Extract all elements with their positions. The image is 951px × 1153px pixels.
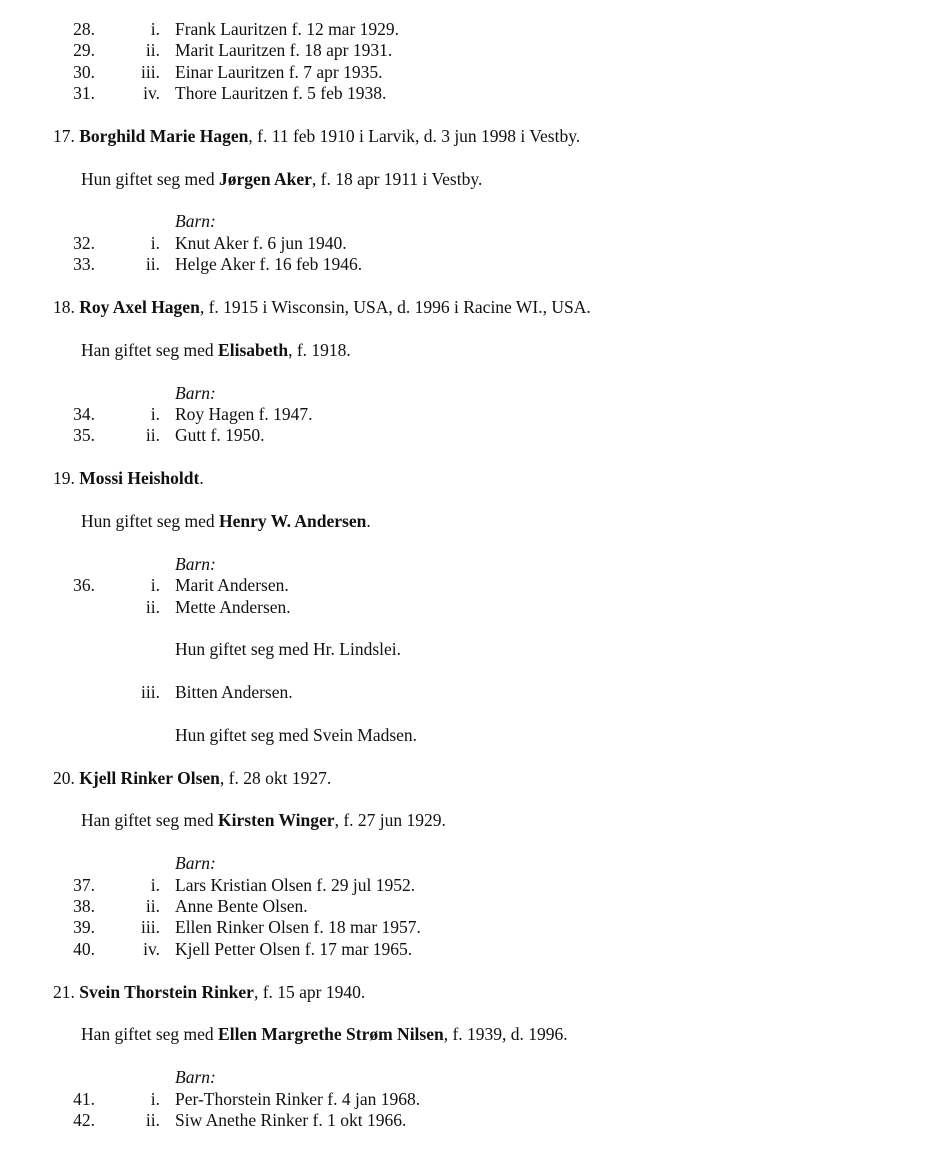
- person-entry-19: [53, 468, 204, 488]
- child-number: 38.: [73, 896, 95, 916]
- child-number: 28.: [73, 19, 95, 39]
- spouse-details: , f. 1939, d. 1996.: [443, 1024, 568, 1044]
- child-number: 36.: [73, 575, 95, 595]
- child-ordinal: iii.: [141, 682, 160, 702]
- child-number: 34.: [73, 404, 95, 424]
- marriage-line: [81, 169, 482, 189]
- child-marriage-note: Hun giftet seg med Svein Madsen.: [175, 725, 418, 745]
- marriage-prefix: Han giftet seg med: [81, 340, 219, 360]
- child-ordinal: ii.: [145, 1110, 160, 1130]
- person-number: 20.: [53, 768, 75, 788]
- child-text: Lars Kristian Olsen f. 29 jul 1952.: [175, 875, 416, 895]
- person-number: 17.: [53, 126, 75, 146]
- marriage-line: [81, 511, 371, 531]
- person-number: 19.: [53, 468, 75, 488]
- children-heading: Barn:: [175, 554, 216, 574]
- person-entry-18: [53, 297, 591, 317]
- child-text: Mette Andersen.: [175, 597, 291, 617]
- marriage-prefix: Han giftet seg med: [81, 810, 219, 830]
- spouse-details: , f. 27 jun 1929.: [334, 810, 446, 830]
- child-ordinal: i.: [150, 404, 160, 424]
- marriage-prefix: Hun giftet seg med: [81, 511, 220, 531]
- person-name: Mossi Heisholdt: [79, 468, 200, 488]
- spouse-name: Elisabeth: [218, 340, 289, 360]
- child-ordinal: iv.: [143, 939, 160, 959]
- child-ordinal: ii.: [145, 896, 160, 916]
- marriage-prefix: Hun giftet seg med: [81, 169, 220, 189]
- children-heading: Barn:: [175, 211, 216, 231]
- person-name: Svein Thorstein Rinker: [79, 982, 254, 1002]
- child-ordinal: iii.: [141, 917, 160, 937]
- person-details: , f. 1915 i Wisconsin, USA, d. 1996 i Racine WI., USA.: [199, 297, 591, 317]
- child-marriage-note: Hun giftet seg med Hr. Lindslei.: [175, 639, 402, 659]
- child-text: Per-Thorstein Rinker f. 4 jan 1968.: [175, 1089, 421, 1109]
- child-number: 32.: [73, 233, 95, 253]
- person-entry-21: [53, 982, 365, 1002]
- person-details: , f. 15 apr 1940.: [253, 982, 366, 1002]
- child-text: Bitten Andersen.: [175, 682, 293, 702]
- child-ordinal: i.: [150, 575, 160, 595]
- child-ordinal: i.: [150, 19, 160, 39]
- spouse-name: Kirsten Winger: [218, 810, 335, 830]
- person-number: 21.: [53, 982, 75, 1002]
- marriage-line: [81, 340, 351, 360]
- child-text: Kjell Petter Olsen f. 17 mar 1965.: [175, 939, 413, 959]
- child-ordinal: i.: [150, 875, 160, 895]
- person-number: 18.: [53, 297, 75, 317]
- child-ordinal: iii.: [141, 62, 160, 82]
- child-text: Einar Lauritzen f. 7 apr 1935.: [175, 62, 383, 82]
- spouse-details: .: [366, 511, 371, 531]
- child-ordinal: ii.: [145, 254, 160, 274]
- spouse-name: Jørgen Aker: [219, 169, 312, 189]
- spouse-details: , f. 18 apr 1911 i Vestby.: [311, 169, 483, 189]
- marriage-line: [81, 810, 446, 830]
- child-number: 39.: [73, 917, 95, 937]
- child-number: 30.: [73, 62, 95, 82]
- person-details: .: [199, 468, 204, 488]
- child-ordinal: ii.: [145, 425, 160, 445]
- person-name: Roy Axel Hagen: [79, 297, 200, 317]
- child-number: 35.: [73, 425, 95, 445]
- child-number: 42.: [73, 1110, 95, 1130]
- child-number: 40.: [73, 939, 95, 959]
- child-ordinal: ii.: [145, 597, 160, 617]
- child-number: 37.: [73, 875, 95, 895]
- person-name: Borghild Marie Hagen: [79, 126, 249, 146]
- child-text: Anne Bente Olsen.: [175, 896, 308, 916]
- child-text: Ellen Rinker Olsen f. 18 mar 1957.: [175, 917, 421, 937]
- children-heading: Barn:: [175, 853, 216, 873]
- children-heading: Barn:: [175, 383, 216, 403]
- child-text: Helge Aker f. 16 feb 1946.: [175, 254, 363, 274]
- child-text: Frank Lauritzen f. 12 mar 1929.: [175, 19, 400, 39]
- child-ordinal: iv.: [143, 83, 160, 103]
- person-name: Kjell Rinker Olsen: [79, 768, 220, 788]
- children-heading: Barn:: [175, 1067, 216, 1087]
- child-text: Marit Andersen.: [175, 575, 289, 595]
- child-number: 33.: [73, 254, 95, 274]
- child-text: Gutt f. 1950.: [175, 425, 265, 445]
- child-text: Thore Lauritzen f. 5 feb 1938.: [175, 83, 387, 103]
- person-entry-17: [53, 126, 580, 146]
- marriage-line: [81, 1024, 568, 1044]
- spouse-name: Henry W. Andersen: [219, 511, 367, 531]
- child-number: 31.: [73, 83, 95, 103]
- person-details: , f. 11 feb 1910 i Larvik, d. 3 jun 1998 i Vestby.: [248, 126, 581, 146]
- child-number: 29.: [73, 40, 95, 60]
- marriage-prefix: Han giftet seg med: [81, 1024, 219, 1044]
- child-text: Marit Lauritzen f. 18 apr 1931.: [175, 40, 393, 60]
- child-text: Roy Hagen f. 1947.: [175, 404, 313, 424]
- child-text: Knut Aker f. 6 jun 1940.: [175, 233, 347, 253]
- child-ordinal: ii.: [145, 40, 160, 60]
- spouse-details: , f. 1918.: [288, 340, 351, 360]
- person-details: , f. 28 okt 1927.: [219, 768, 332, 788]
- child-number: 41.: [73, 1089, 95, 1109]
- person-entry-20: [53, 768, 331, 788]
- spouse-name: Ellen Margrethe Strøm Nilsen: [218, 1024, 444, 1044]
- child-ordinal: i.: [150, 233, 160, 253]
- child-ordinal: i.: [150, 1089, 160, 1109]
- child-text: Siw Anethe Rinker f. 1 okt 1966.: [175, 1110, 407, 1130]
